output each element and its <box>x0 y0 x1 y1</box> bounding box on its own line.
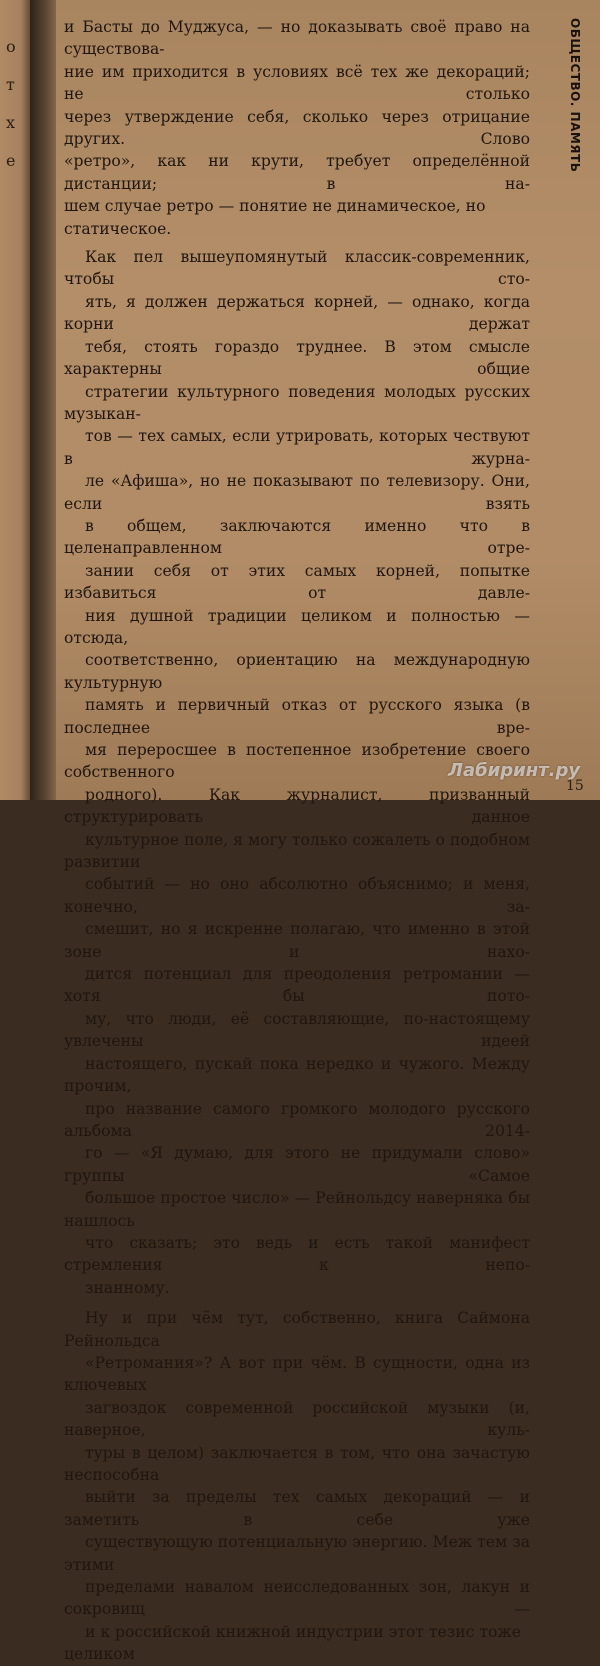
text-line: мя переросшее в постепенное изобретение своего собственного <box>64 741 530 782</box>
text-line: шем случае ретро — понятие не динамическое, но статическое. <box>64 197 486 238</box>
text-line: выйти за пределы тех самых декораций — и заметить в себе уже <box>64 1488 530 1529</box>
text-line: дится потенциал для преодоления ретромании — хотя бы пото- <box>64 965 530 1006</box>
adjacent-page-letters <box>6 28 16 180</box>
text-line: ния душной традиции целиком и полностью — отсюда, <box>64 606 530 647</box>
text-line: про название самого громкого молодого русского альбома 2014- <box>64 1099 530 1140</box>
text-line: Как пел вышеупомянутый классик-современник, чтобы сто- <box>64 248 530 289</box>
text-line: соответственно, ориентацию на международную культурную <box>64 651 530 692</box>
text-line: го — «Я думаю, для этого не придумали слово» группы «Самое <box>64 1144 530 1185</box>
adjacent-page-letter: о <box>6 37 16 56</box>
adjacent-page-letter: е <box>6 151 16 170</box>
text-line: тебя, стоять гораздо труднее. В этом смысле характерны общие <box>64 337 530 379</box>
text-line: родного). Как журналист, призванный структурировать данное <box>64 785 530 827</box>
running-head: ОБЩЕСТВО. ПАМЯТЬ <box>568 18 582 173</box>
text-line: тов — тех самых, если утрировать, которых чествуют в журна- <box>64 427 530 468</box>
text-line: ние им приходится в условиях всё тех же декораций; не столько <box>64 62 530 104</box>
text-line: в общем, заключаются именно что в целенаправленном отре- <box>64 516 530 558</box>
text-line: большое простое число» — Рейнольдсу наверняка бы нашлось <box>64 1189 530 1230</box>
text-line: Ну и при чём тут, собственно, книга Саймона Рейнольдса <box>64 1309 530 1350</box>
text-line: и Басты до Муджуса, — но доказывать своё право на существова- <box>64 18 530 59</box>
book-gutter <box>30 0 58 800</box>
text-line: и к российской книжной индустрии этот тезис тоже целиком <box>64 1622 521 1664</box>
text-line: культурное поле, я могу только сожалеть о подобном развитии <box>64 830 530 872</box>
text-line: настоящего, пускай пока нередко и чужого. Между прочим, <box>64 1054 530 1096</box>
text-line: ять, я должен держаться корней, — однако, когда корни держат <box>64 292 530 334</box>
paragraph <box>64 1307 530 1666</box>
watermark-logo: Лабиринт.ру <box>448 760 581 781</box>
text-line: «Ретромания»? А вот при чём. В сущности, одна из ключевых <box>64 1353 530 1395</box>
page-number: 15 <box>566 778 584 794</box>
text-line: что сказать; это ведь и есть такой манифест стремления к непо- <box>64 1233 530 1275</box>
text-line: стратегии культурного поведения молодых русских музыкан- <box>64 382 530 423</box>
text-line: пределами навалом неисследованных зон, лакун и сокровищ — <box>64 1578 530 1619</box>
text-line: загвоздок современной российской музыки (и, наверное, куль- <box>64 1398 530 1440</box>
text-line: через утверждение себя, сколько через отрицание других. Слово <box>64 107 530 149</box>
adjacent-page-letter: т <box>6 75 15 94</box>
text-line: смешит, но я искренне полагаю, что именно в этой зоне и нахо- <box>64 920 530 961</box>
adjacent-page-letter: х <box>6 113 16 132</box>
adjacent-page-edge <box>0 0 34 800</box>
text-line: му, что люди, её составляющие, по-настоящему увлечены идеей <box>64 1009 530 1051</box>
text-line: ле «Афиша», но не показывают по телевизору. Они, если взять <box>64 472 530 513</box>
text-line: зании себя от этих самых корней, попытке избавиться от давле- <box>64 561 530 603</box>
paragraph <box>64 16 530 240</box>
text-line: знанному. <box>85 1278 170 1297</box>
text-line: память и первичный отказ от русского языка (в последнее вре- <box>64 696 530 737</box>
text-line: «ретро», как ни крути, требует определённой дистанции; в на- <box>64 152 530 193</box>
text-line: событий — но оно абсолютно объяснимо; и меня, конечно, за- <box>64 875 530 916</box>
text-line: существующую потенциальную энергию. Меж тем за этими <box>64 1533 530 1574</box>
page-text <box>64 16 530 1666</box>
text-line: туры в целом) заключается в том, что она зачастую неспособна <box>64 1443 530 1484</box>
